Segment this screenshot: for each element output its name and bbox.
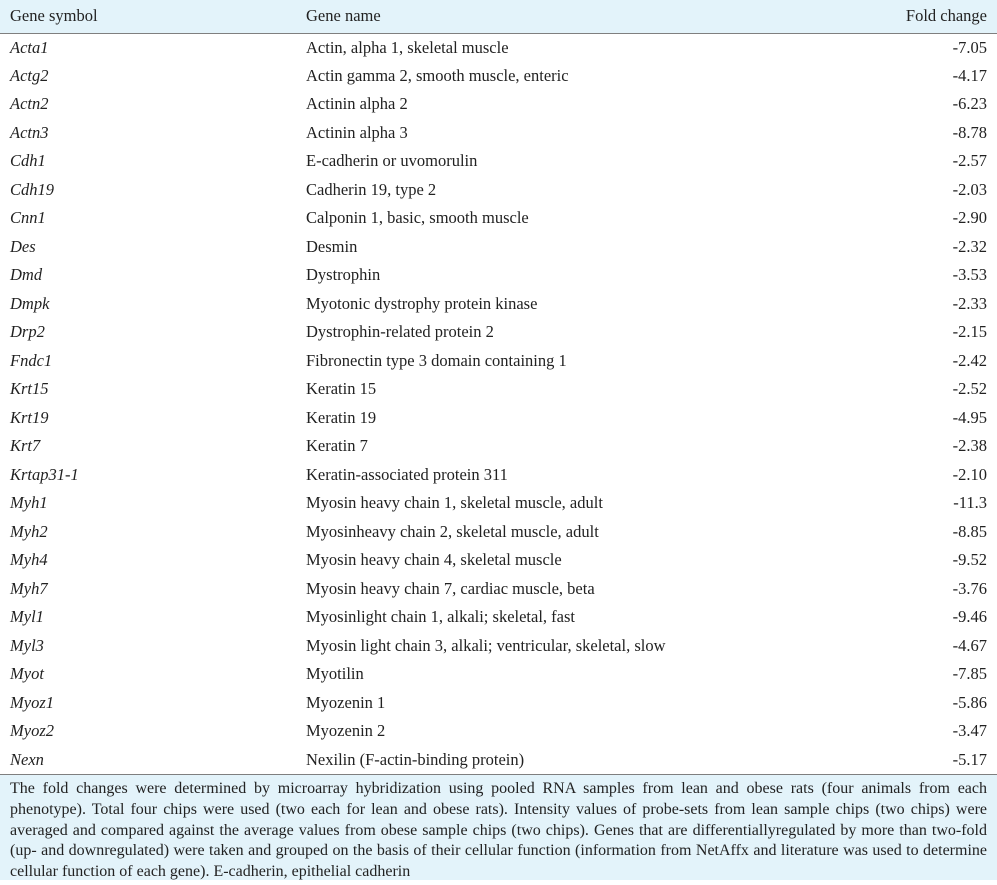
gene-symbol-cell: Myh2 [10, 521, 48, 541]
gene-symbol-cell: Krt7 [10, 436, 41, 456]
gene-symbol-cell: Actg2 [10, 65, 49, 85]
gene-symbol-cell: Myl3 [10, 635, 44, 655]
gene-name-cell: Keratin-associated protein 311 [306, 464, 508, 484]
table-header [0, 0, 997, 33]
fold-change-cell: -4.17 [952, 65, 987, 85]
fold-change-cell: -5.17 [952, 749, 987, 769]
gene-name-cell: Myotonic dystrophy protein kinase [306, 293, 538, 313]
fold-change-cell: -8.85 [952, 521, 987, 541]
fold-change-cell: -5.86 [952, 692, 987, 712]
gene-name-cell: E-cadherin or uvomorulin [306, 151, 478, 171]
table-row [0, 546, 997, 575]
gene-symbol-cell: Myoz2 [10, 721, 54, 741]
gene-symbol-cell: Myh1 [10, 493, 48, 513]
gene-symbol-cell: Drp2 [10, 322, 45, 342]
fold-change-cell: -4.67 [952, 635, 987, 655]
table-row [0, 290, 997, 319]
fold-change-cell: -2.52 [952, 379, 987, 399]
fold-change-cell: -2.32 [952, 236, 987, 256]
gene-name-cell: Cadherin 19, type 2 [306, 179, 437, 199]
fold-change-cell: -7.05 [952, 37, 987, 57]
fold-change-cell: -9.52 [952, 550, 987, 570]
gene-symbol-cell: Myh7 [10, 578, 48, 598]
fold-change-cell: -11.3 [953, 493, 987, 513]
gene-name-cell: Myosin heavy chain 4, skeletal muscle [306, 550, 562, 570]
gene-name-cell: Keratin 19 [306, 407, 377, 427]
table-row [0, 518, 997, 547]
table-row [0, 432, 997, 461]
gene-symbol-cell: Fndc1 [10, 350, 53, 370]
table-row [0, 318, 997, 347]
fold-change-cell: -2.38 [952, 436, 987, 456]
gene-symbol-cell: Myoz1 [10, 692, 54, 712]
table-row [0, 176, 997, 205]
gene-name-cell: Keratin 15 [306, 379, 377, 399]
gene-symbol-cell: Cdh19 [10, 179, 55, 199]
gene-symbol-cell: Myot [10, 664, 44, 684]
table-row [0, 689, 997, 718]
table-row [0, 603, 997, 632]
header-fold-change: Fold change [905, 6, 987, 26]
gene-name-cell: Myozenin 1 [306, 692, 386, 712]
table-row [0, 233, 997, 262]
fold-change-cell: -2.90 [952, 208, 987, 228]
header-gene-name: Gene name [306, 6, 381, 26]
table-row [0, 632, 997, 661]
fold-change-cell: -2.33 [952, 293, 987, 313]
gene-name-cell: Dystrophin-related protein 2 [306, 322, 494, 342]
table-row [0, 119, 997, 148]
table-row [0, 461, 997, 490]
fold-change-cell: -2.03 [952, 179, 987, 199]
table-row [0, 347, 997, 376]
gene-name-cell: Myosin heavy chain 7, cardiac muscle, beta [306, 578, 595, 598]
table-row [0, 660, 997, 689]
header-gene-symbol: Gene symbol [10, 6, 98, 26]
gene-name-cell: Myosinheavy chain 2, skeletal muscle, adult [306, 521, 599, 541]
fold-change-cell: -2.42 [952, 350, 987, 370]
gene-symbol-cell: Actn2 [10, 94, 49, 114]
gene-symbol-cell: Actn3 [10, 122, 49, 142]
header-row [0, 0, 997, 33]
table-footnote: The fold changes were determined by microarray hybridization using pooled RNA samples from lean and obese rats (four animals from each phenotype). Total four chips were used (two each for lean and obese rats). Intensity values of probe-sets from lean sample chips (two chips) were averaged and compared against the average values from obese sample chips (two chips). Genes that are differentiallyregulated by more than two-fold (up- and downregulated) were taken and grouped on the basis of their cellular function (information from NetAffx and literature was used to determine cellular function of each gene). E-cadherin, epithelial cadherin [0, 774, 997, 880]
gene-symbol-cell: Acta1 [10, 37, 49, 57]
table-row [0, 62, 997, 91]
fold-change-cell: -3.47 [952, 721, 987, 741]
gene-symbol-cell: Krtap31-1 [10, 464, 79, 484]
gene-symbol-cell: Krt15 [10, 379, 49, 399]
gene-name-cell: Keratin 7 [306, 436, 368, 456]
table-row [0, 204, 997, 233]
gene-symbol-cell: Krt19 [10, 407, 49, 427]
gene-name-cell: Dystrophin [306, 265, 381, 285]
gene-name-cell: Calponin 1, basic, smooth muscle [306, 208, 529, 228]
gene-name-cell: Myosin light chain 3, alkali; ventricular, skeletal, slow [306, 635, 666, 655]
gene-name-cell: Actinin alpha 2 [306, 94, 408, 114]
table-row [0, 375, 997, 404]
table-row [0, 33, 997, 62]
table-body [0, 33, 997, 774]
fold-change-cell: -6.23 [952, 94, 987, 114]
gene-name-cell: Desmin [306, 236, 358, 256]
gene-symbol-cell: Myl1 [10, 607, 44, 627]
fold-change-cell: -2.10 [952, 464, 987, 484]
gene-name-cell: Actin, alpha 1, skeletal muscle [306, 37, 509, 57]
fold-change-cell: -3.76 [952, 578, 987, 598]
table-row [0, 489, 997, 518]
gene-symbol-cell: Dmpk [10, 293, 50, 313]
gene-name-cell: Fibronectin type 3 domain containing 1 [306, 350, 567, 370]
table-row [0, 261, 997, 290]
fold-change-cell: -2.57 [952, 151, 987, 171]
table-row [0, 746, 997, 775]
table-row [0, 717, 997, 746]
gene-name-cell: Myosinlight chain 1, alkali; skeletal, fast [306, 607, 575, 627]
fold-change-cell: -8.78 [952, 122, 987, 142]
fold-change-cell: -4.95 [952, 407, 987, 427]
fold-change-cell: -2.15 [952, 322, 987, 342]
gene-name-cell: Actin gamma 2, smooth muscle, enteric [306, 65, 569, 85]
gene-symbol-cell: Des [10, 236, 36, 256]
fold-change-cell: -7.85 [952, 664, 987, 684]
gene-symbol-cell: Cdh1 [10, 151, 46, 171]
table-row [0, 404, 997, 433]
gene-symbol-cell: Nexn [10, 749, 44, 769]
gene-symbol-cell: Dmd [10, 265, 43, 285]
gene-name-cell: Myotilin [306, 664, 364, 684]
fold-change-cell: -3.53 [952, 265, 987, 285]
table-row [0, 147, 997, 176]
gene-name-cell: Myosin heavy chain 1, skeletal muscle, adult [306, 493, 603, 513]
table-row [0, 575, 997, 604]
gene-symbol-cell: Myh4 [10, 550, 48, 570]
gene-symbol-cell: Cnn1 [10, 208, 46, 228]
gene-name-cell: Nexilin (F-actin-binding protein) [306, 749, 525, 769]
gene-name-cell: Myozenin 2 [306, 721, 386, 741]
fold-change-cell: -9.46 [952, 607, 987, 627]
gene-name-cell: Actinin alpha 3 [306, 122, 408, 142]
table-row [0, 90, 997, 119]
